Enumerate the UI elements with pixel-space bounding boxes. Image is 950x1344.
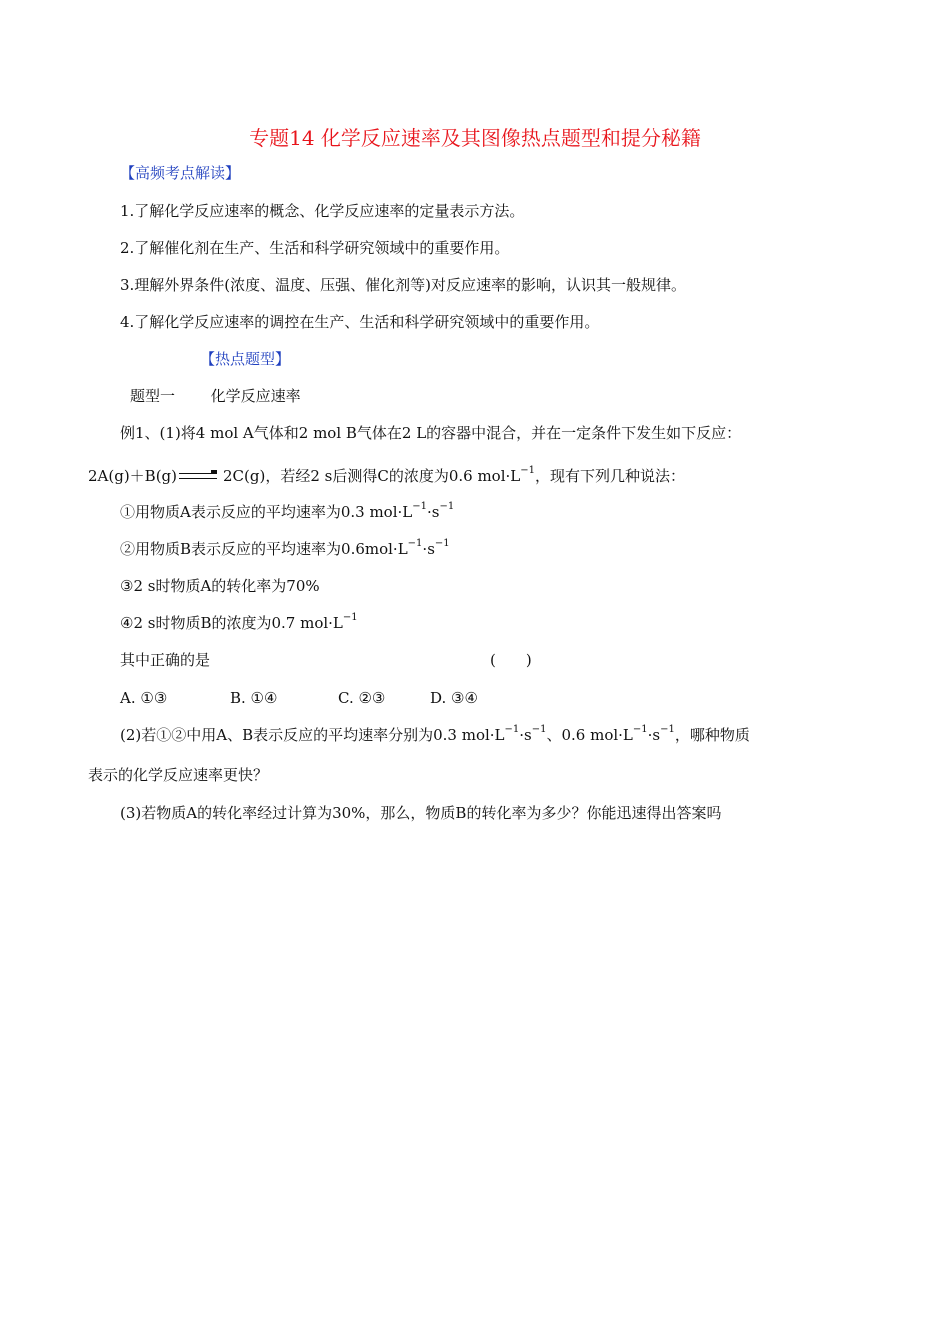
- statement-2-text: ②用物质B表示反应的平均速率为0.6mol·L: [120, 540, 408, 558]
- statement-2-mid: ·s: [422, 540, 435, 558]
- part-2-text-b: ·s: [519, 726, 532, 744]
- part-3-question: (3)若物质A的转化率经过计算为30%，那么，物质B的转化率为多少？你能迅速得出答案吗: [120, 804, 722, 822]
- equation-tail: ，现有下列几种说法：: [534, 467, 685, 485]
- objective-item-3: 3.理解外界条件(浓度、温度、压强、催化剂等)对反应速率的影响，认识其一般规律。: [120, 276, 687, 294]
- part-2-text-a: (2)若①②中用A、B表示反应的平均速率分别为0.3 mol·L: [120, 726, 505, 744]
- question-type-label: 题型一: [130, 387, 176, 405]
- option-b: B. ①④: [230, 689, 278, 707]
- part-2-continued: 表示的化学反应速率更快？: [88, 766, 269, 784]
- part-2-exp1: −1: [504, 724, 520, 735]
- statement-1-exp2: −1: [439, 501, 455, 512]
- statement-1-mid: ·s: [427, 503, 440, 521]
- option-a: A. ①③: [120, 689, 168, 707]
- statement-1-text: ①用物质A表示反应的平均速率为0.3 mol·L: [120, 503, 413, 521]
- statement-4-text: ④2 s时物质B的浓度为0.7 mol·L: [120, 614, 343, 632]
- statement-1-exp1: −1: [412, 501, 427, 512]
- statement-3-text: ③2 s时物质A的转化率为70%: [120, 577, 320, 595]
- objective-item-1: 1.了解化学反应速率的概念、化学反应速率的定量表示方法。: [120, 202, 525, 220]
- reaction-equation-line: [88, 466, 685, 486]
- answer-blank: ( ): [490, 651, 532, 669]
- document-title: 专题14 化学反应速率及其图像热点题型和提分秘籍: [249, 126, 701, 150]
- statement-1: [120, 502, 454, 522]
- question-type-name: 化学反应速率: [210, 387, 301, 405]
- option-d: D. ③④: [430, 689, 478, 707]
- part-2-question: [120, 725, 750, 745]
- part-2-text-e: ，哪种物质: [674, 726, 750, 744]
- question-prompt: 其中正确的是: [120, 651, 211, 669]
- option-c: C. ②③: [338, 689, 386, 707]
- statement-2: [120, 539, 450, 559]
- section-heading-redian: 【热点题型】: [200, 350, 291, 368]
- part-2-exp2: −1: [531, 724, 547, 735]
- section-heading-gaopin: 【高频考点解读】: [120, 164, 241, 182]
- objective-item-2: 2.了解催化剂在生产、生活和科学研究领域中的重要作用。: [120, 239, 510, 257]
- equation-reactants: 2A(g)＋B(g): [88, 467, 178, 485]
- example-intro: 例1、(1)将4 mol A气体和2 mol B气体在2 L的容器中混合，并在一定条件下发生如下反应：: [120, 424, 742, 442]
- equation-product-text: 2C(g)，若经2 s后测得C的浓度为0.6 mol·L: [223, 467, 521, 485]
- question-type: [130, 386, 301, 406]
- part-2-exp4: −1: [660, 724, 675, 735]
- part-2-text-d: ·s: [647, 726, 661, 744]
- statement-3: [120, 576, 320, 596]
- statement-4-exp1: −1: [342, 612, 358, 623]
- statement-2-exp2: −1: [434, 538, 450, 549]
- unit-exponent: −1: [520, 465, 535, 476]
- objective-item-4: 4.了解化学反应速率的调控在生产、生活和科学研究领域中的重要作用。: [120, 313, 600, 331]
- statement-4: [120, 613, 358, 633]
- part-2-exp3: −1: [632, 724, 648, 735]
- statement-2-exp1: −1: [407, 538, 423, 549]
- reversible-arrow-icon: [179, 470, 219, 484]
- part-2-text-c: 、0.6 mol·L: [546, 726, 633, 744]
